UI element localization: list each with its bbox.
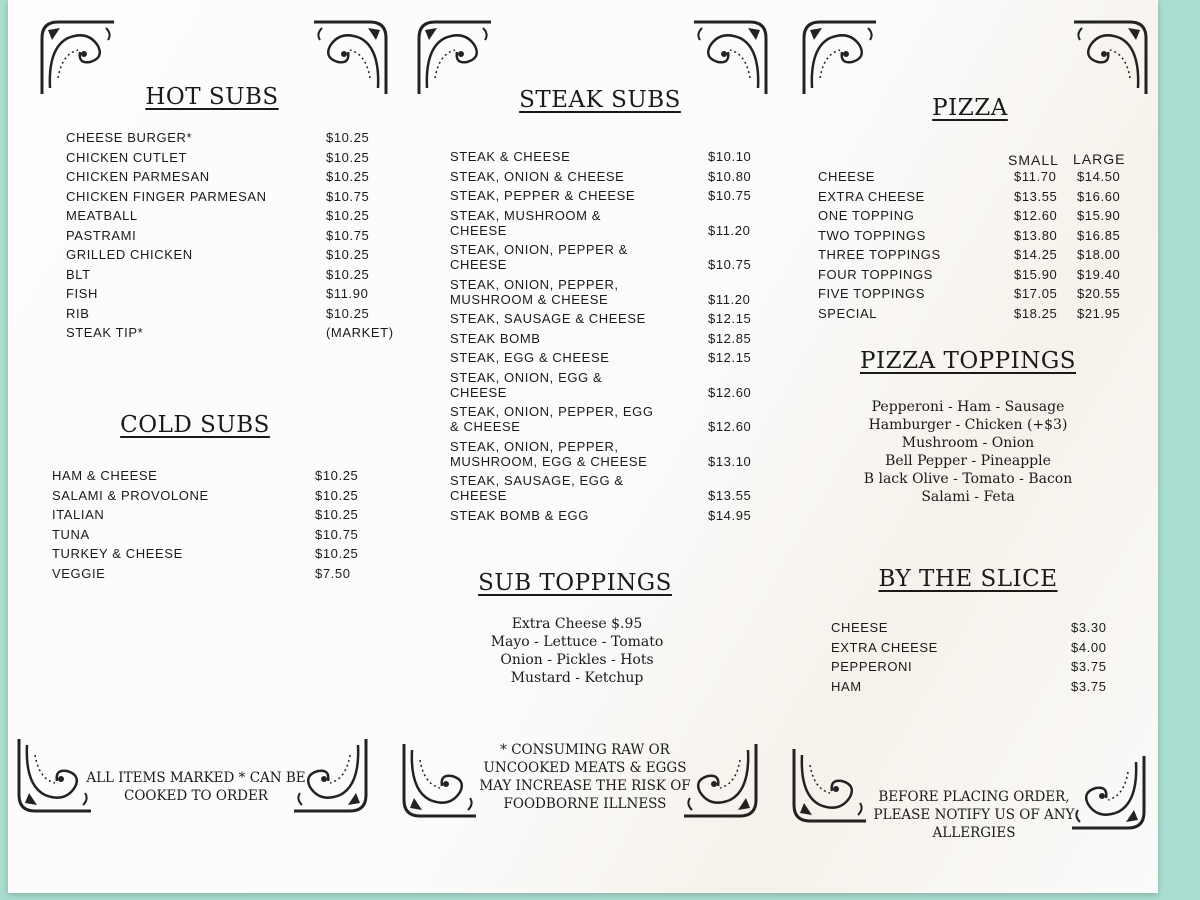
- by-the-slice-title: BY THE SLICE: [878, 566, 1058, 592]
- raw-food-warning: [479, 741, 690, 813]
- text-line: ALL ITEMS MARKED * CAN BE: [86, 770, 306, 786]
- small-price: $14.25: [1014, 247, 1058, 262]
- hot-subs-title: HOT SUBS: [145, 84, 279, 110]
- item-name: STEAK BOMB: [450, 330, 541, 346]
- item-price: $11.20: [708, 291, 751, 307]
- item-price: $14.95: [708, 507, 752, 523]
- item-price: $10.25: [326, 305, 370, 321]
- item-name: ONE TOPPING: [818, 208, 915, 223]
- item-price: $13.10: [708, 453, 752, 469]
- menu-item: [450, 149, 750, 164]
- item-name: FIVE TOPPINGS: [818, 286, 926, 301]
- item-name: CHICKEN PARMESAN: [66, 169, 210, 184]
- menu-item: [450, 208, 750, 238]
- large-price: $20.55: [1077, 286, 1121, 301]
- item-price: $3.30: [1071, 620, 1107, 635]
- menu-item: [66, 150, 386, 165]
- menu-item: [66, 247, 386, 262]
- steak-subs-list: [450, 149, 750, 527]
- large-price: $15.90: [1077, 208, 1121, 223]
- small-price: $18.25: [1014, 305, 1058, 321]
- text-line: Salami - Feta: [921, 489, 1015, 505]
- allergy-note: [874, 788, 1075, 842]
- item-name: GRILLED CHICKEN: [66, 247, 193, 262]
- item-name: TUNA: [52, 526, 90, 542]
- by-the-slice-list: [831, 620, 1121, 698]
- menu-item: [450, 331, 750, 346]
- menu-item: [66, 286, 386, 301]
- item-name: STEAK, ONION, PEPPER, MUSHROOM, EGG & CHEESE: [450, 438, 648, 469]
- menu-item: [52, 566, 362, 581]
- pizza-item: [818, 267, 1138, 282]
- text-line: MAY INCREASE THE RISK OF: [479, 778, 691, 794]
- item-name: CHEESE: [831, 620, 889, 635]
- item-price: $11.20: [708, 222, 751, 238]
- pizza-item: [818, 228, 1138, 243]
- text-line: Onion - Pickles - Hots: [500, 652, 654, 668]
- menu-item: [450, 311, 750, 326]
- item-name: TWO TOPPINGS: [818, 227, 926, 243]
- text-line: Bell Pepper - Pineapple: [885, 453, 1051, 469]
- pizza-item: [818, 189, 1138, 204]
- cold-subs-title: COLD SUBS: [120, 412, 270, 438]
- menu-item: [450, 473, 750, 503]
- item-name: RIB: [66, 305, 90, 321]
- item-name: STEAK, EGG & CHEESE: [450, 350, 610, 365]
- corner-ornament-icon: [400, 740, 480, 820]
- text-line: ALLERGIES: [932, 825, 1016, 841]
- hot-subs-list: [66, 130, 394, 345]
- item-name: STEAK, ONION, PEPPER, MUSHROOM & CHEESE: [450, 276, 619, 307]
- corner-ornament-icon: [310, 18, 390, 98]
- menu-item: [450, 242, 750, 272]
- item-name: HAM & CHEESE: [52, 468, 158, 483]
- text-line: Extra Cheese $.95: [511, 616, 643, 632]
- text-line: PLEASE NOTIFY US OF ANY: [873, 807, 1075, 823]
- item-name: THREE TOPPINGS: [818, 247, 941, 262]
- menu-item: [450, 277, 750, 307]
- item-price: $10.25: [315, 487, 359, 503]
- item-price: $10.10: [708, 149, 752, 164]
- large-price: $16.60: [1077, 188, 1121, 204]
- small-header: SMALL: [1008, 152, 1059, 168]
- text-line: B lack Olive - Tomato - Bacon: [863, 471, 1073, 487]
- text-line: Mustard - Ketchup: [510, 670, 644, 686]
- item-price: $10.25: [326, 130, 370, 145]
- menu-item: [450, 350, 750, 365]
- corner-ornament-icon: [15, 735, 95, 815]
- large-header: LARGE: [1073, 151, 1126, 167]
- item-price: $10.25: [315, 546, 359, 561]
- text-line: Pepperoni - Ham - Sausage: [871, 399, 1065, 415]
- item-price: $3.75: [1071, 678, 1107, 694]
- large-price: $19.40: [1077, 266, 1121, 282]
- item-price: $10.25: [326, 266, 370, 282]
- text-line: Hamburger - Chicken (+$3): [868, 417, 1068, 433]
- menu-item: [450, 439, 750, 469]
- text-line: COOKED TO ORDER: [124, 788, 268, 804]
- steak-subs-title: STEAK SUBS: [519, 87, 681, 113]
- menu-item: [52, 488, 362, 503]
- item-price: $10.25: [326, 169, 370, 184]
- menu-item: [831, 640, 1121, 655]
- item-price: $10.25: [315, 507, 359, 522]
- sub-toppings-title: SUB TOPPINGS: [478, 570, 672, 596]
- item-name: STEAK BOMB & EGG: [450, 507, 589, 523]
- item-name: CHEESE: [818, 169, 876, 184]
- small-price: $13.55: [1014, 188, 1058, 204]
- menu-item: [66, 130, 386, 145]
- menu-item: [450, 508, 750, 523]
- large-price: $21.95: [1077, 305, 1121, 321]
- corner-ornament-icon: [800, 18, 880, 98]
- item-name: STEAK, PEPPER & CHEESE: [450, 188, 636, 203]
- pizza-title: PIZZA: [932, 95, 1008, 121]
- menu-item: [450, 169, 750, 184]
- text-line: UNCOOKED MEATS & EGGS: [483, 760, 687, 776]
- menu-item: [831, 679, 1121, 694]
- item-name: CHICKEN CUTLET: [66, 149, 188, 165]
- item-name: SPECIAL: [818, 305, 878, 321]
- pizza-item: [818, 247, 1138, 262]
- menu-item: [66, 189, 386, 204]
- large-price: $16.85: [1077, 227, 1121, 243]
- corner-ornament-icon: [680, 740, 760, 820]
- item-name: PASTRAMI: [66, 227, 137, 243]
- text-line: Mayo - Lettuce - Tomato: [490, 634, 664, 650]
- item-name: STEAK & CHEESE: [450, 149, 571, 164]
- item-name: STEAK TIP*: [66, 325, 144, 340]
- item-name: STEAK, ONION, PEPPER, EGG & CHEESE: [450, 404, 654, 434]
- item-name: PEPPERONI: [831, 659, 913, 674]
- cold-subs-list: [52, 468, 362, 585]
- item-price: $10.80: [708, 168, 752, 184]
- item-name: MEATBALL: [66, 208, 138, 223]
- menu-item: [450, 188, 750, 203]
- item-price: $12.60: [708, 419, 752, 434]
- large-price: $18.00: [1077, 247, 1121, 262]
- sub-toppings-list: [491, 615, 664, 687]
- item-price: $12.85: [708, 330, 752, 346]
- item-name: TURKEY & CHEESE: [52, 546, 183, 561]
- item-price: $10.25: [326, 208, 370, 223]
- pizza-item: [818, 169, 1138, 184]
- cooked-to-order-note: [86, 769, 305, 805]
- small-price: $13.80: [1014, 227, 1058, 243]
- menu-item: [450, 370, 750, 400]
- menu-item: [66, 208, 386, 223]
- item-price: $10.25: [326, 149, 370, 165]
- menu-item: [831, 620, 1121, 635]
- pizza-item: [818, 286, 1138, 301]
- text-line: BEFORE PLACING ORDER,: [878, 789, 1070, 805]
- item-name: ITALIAN: [52, 507, 105, 522]
- item-price: $12.15: [708, 311, 752, 326]
- item-price: $4.00: [1071, 639, 1107, 655]
- item-price: $12.15: [708, 350, 752, 365]
- small-price: $12.60: [1014, 208, 1058, 223]
- item-name: STEAK, MUSHROOM & CHEESE: [450, 207, 602, 238]
- corner-ornament-icon: [1070, 18, 1150, 98]
- menu-item: [831, 659, 1121, 674]
- item-name: CHEESE BURGER*: [66, 130, 193, 145]
- menu-item: [52, 507, 362, 522]
- item-name: VEGGIE: [52, 565, 106, 581]
- item-name: BLT: [66, 266, 91, 282]
- menu-item: [450, 404, 750, 434]
- item-price: $3.75: [1071, 659, 1107, 674]
- item-name: STEAK, ONION, EGG & CHEESE: [450, 369, 603, 400]
- corner-ornament-icon: [790, 745, 870, 825]
- item-name: EXTRA CHEESE: [818, 188, 925, 204]
- menu-item: [52, 546, 362, 561]
- item-name: EXTRA CHEESE: [831, 639, 938, 655]
- text-line: Mushroom - Onion: [901, 435, 1035, 451]
- item-name: SALAMI & PROVOLONE: [52, 487, 209, 503]
- text-line: * CONSUMING RAW OR: [500, 742, 670, 758]
- item-price: $10.75: [708, 257, 752, 272]
- item-name: STEAK, ONION, PEPPER & CHEESE: [450, 242, 628, 272]
- item-price: $7.50: [315, 565, 351, 581]
- corner-ornament-icon: [1068, 752, 1148, 832]
- menu-item: [52, 527, 362, 542]
- text-line: FOODBORNE ILLNESS: [503, 796, 667, 812]
- item-price: $11.90: [326, 286, 369, 301]
- large-price: $14.50: [1077, 169, 1121, 184]
- item-name: CHICKEN FINGER PARMESAN: [66, 188, 267, 204]
- corner-ornament-icon: [38, 18, 118, 98]
- menu-item: [66, 169, 386, 184]
- corner-ornament-icon: [690, 18, 770, 98]
- item-price: $10.75: [326, 188, 370, 204]
- menu-item: [66, 228, 386, 243]
- pizza-item: [818, 208, 1138, 223]
- small-price: $11.70: [1014, 169, 1057, 184]
- item-name: FOUR TOPPINGS: [818, 266, 933, 282]
- item-price: $12.60: [708, 384, 752, 400]
- item-price: (MARKET): [326, 325, 394, 340]
- menu-item: [66, 325, 394, 340]
- item-price: $10.75: [315, 526, 359, 542]
- menu-item: [66, 306, 386, 321]
- pizza-item: [818, 306, 1138, 321]
- pizza-list: [818, 169, 1138, 325]
- pizza-toppings-title: PIZZA TOPPINGS: [860, 348, 1076, 374]
- item-name: STEAK, SAUSAGE & CHEESE: [450, 311, 646, 326]
- menu-item: [52, 468, 362, 483]
- small-price: $17.05: [1014, 286, 1058, 301]
- item-price: $13.55: [708, 488, 752, 503]
- item-name: FISH: [66, 286, 99, 301]
- item-name: STEAK, ONION & CHEESE: [450, 168, 625, 184]
- item-name: HAM: [831, 678, 862, 694]
- item-price: $10.25: [326, 247, 370, 262]
- small-price: $15.90: [1014, 266, 1058, 282]
- menu-item: [66, 267, 386, 282]
- item-price: $10.75: [326, 227, 370, 243]
- pizza-toppings-list: [864, 398, 1073, 506]
- corner-ornament-icon: [415, 18, 495, 98]
- item-name: STEAK, SAUSAGE, EGG & CHEESE: [450, 473, 624, 503]
- item-price: $10.75: [708, 188, 752, 203]
- item-price: $10.25: [315, 468, 359, 483]
